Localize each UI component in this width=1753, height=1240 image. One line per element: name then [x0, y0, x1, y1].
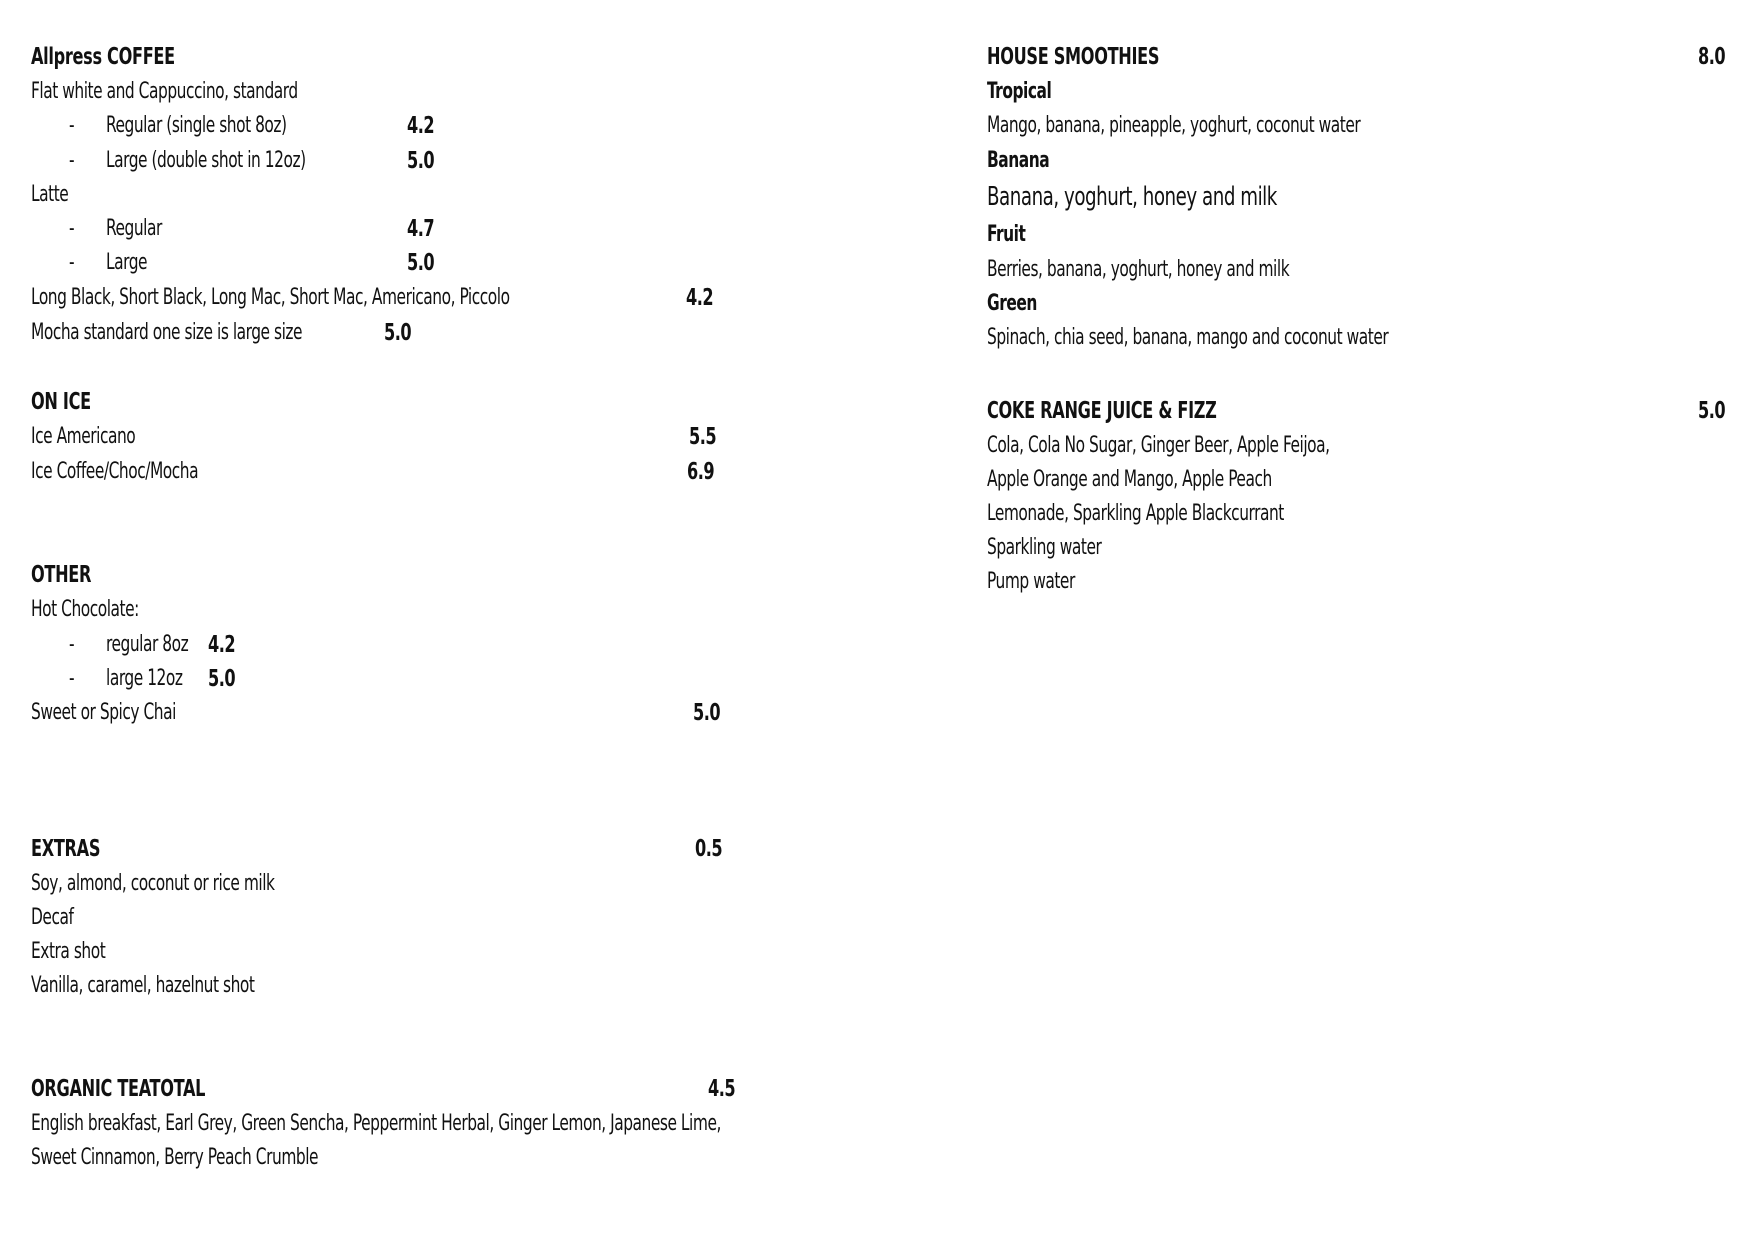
coke-item: Sparkling water [987, 535, 1102, 560]
ice-americano-label: Ice Americano [31, 424, 136, 449]
ice-coffee-price: 6.9 [687, 459, 715, 485]
dash: - [69, 148, 75, 173]
hot-chocolate-large-label: large 12oz [106, 666, 183, 691]
regular-size-label: Regular (single shot 8oz) [106, 113, 287, 138]
latte-regular-price: 4.7 [407, 216, 435, 242]
extras-price: 0.5 [695, 836, 723, 862]
hot-chocolate-regular-price: 4.2 [208, 632, 236, 658]
ice-coffee-label: Ice Coffee/Choc/Mocha [31, 459, 199, 484]
tea-price: 4.5 [708, 1076, 736, 1102]
coke-item: Cola, Cola No Sugar, Ginger Beer, Apple Feijoa, [987, 433, 1330, 458]
smoothie-name: Fruit [987, 222, 1026, 247]
coke-item: Apple Orange and Mango, Apple Peach [987, 467, 1272, 492]
extras-item: Soy, almond, coconut or rice milk [31, 871, 275, 896]
coffee-title: Allpress COFFEE [31, 44, 175, 70]
dash: - [69, 216, 75, 241]
dash: - [69, 250, 75, 275]
extras-item: Vanilla, caramel, hazelnut shot [31, 973, 255, 998]
extras-item: Extra shot [31, 939, 106, 964]
latte-regular-label: Regular [106, 216, 162, 241]
chai-label: Sweet or Spicy Chai [31, 700, 176, 725]
smoothies-price: 8.0 [1698, 44, 1726, 70]
smoothie-description: Banana, yoghurt, honey and milk [987, 182, 1277, 212]
regular-size-price: 4.2 [407, 113, 435, 139]
latte-large-price: 5.0 [407, 250, 435, 276]
coke-item: Pump water [987, 569, 1075, 594]
chai-price: 5.0 [693, 700, 721, 726]
smoothie-description: Berries, banana, yoghurt, honey and milk [987, 257, 1290, 282]
smoothies-title: HOUSE SMOOTHIES [987, 44, 1160, 70]
extras-title: EXTRAS [31, 836, 101, 862]
hot-chocolate-label: Hot Chocolate: [31, 597, 139, 622]
smoothie-name: Green [987, 291, 1037, 316]
tea-varieties-line: Sweet Cinnamon, Berry Peach Crumble [31, 1145, 319, 1170]
mocha-price: 5.0 [384, 320, 412, 346]
smoothie-name: Tropical [987, 79, 1052, 104]
long-black-price: 4.2 [686, 285, 714, 311]
smoothie-description: Spinach, chia seed, banana, mango and coconut water [987, 325, 1389, 350]
ice-americano-price: 5.5 [689, 424, 717, 450]
long-black-label: Long Black, Short Black, Long Mac, Short Mac, Americano, Piccolo [31, 285, 510, 310]
latte-label: Latte [31, 182, 69, 207]
flat-white-label: Flat white and Cappuccino, standard [31, 79, 298, 104]
coke-title: COKE RANGE JUICE & FIZZ [987, 398, 1217, 424]
hot-chocolate-large-price: 5.0 [208, 666, 236, 692]
other-title: OTHER [31, 562, 92, 588]
dash: - [69, 632, 75, 657]
dash: - [69, 113, 75, 138]
hot-chocolate-regular-label: regular 8oz [106, 632, 189, 657]
smoothie-description: Mango, banana, pineapple, yoghurt, coconut water [987, 113, 1361, 138]
smoothie-name: Banana [987, 148, 1050, 173]
dash: - [69, 666, 75, 691]
large-size-label: Large (double shot in 12oz) [106, 148, 306, 173]
tea-title: ORGANIC TEATOTAL [31, 1076, 206, 1102]
tea-varieties-line: English breakfast, Earl Grey, Green Sencha, Peppermint Herbal, Ginger Lemon, Japanese Lime, [31, 1111, 721, 1136]
large-size-price: 5.0 [407, 148, 435, 174]
coke-item: Lemonade, Sparkling Apple Blackcurrant [987, 501, 1284, 526]
mocha-label: Mocha standard one size is large size [31, 320, 303, 345]
coke-price: 5.0 [1698, 398, 1726, 424]
latte-large-label: Large [106, 250, 148, 275]
extras-item: Decaf [31, 905, 74, 930]
on-ice-title: ON ICE [31, 389, 91, 415]
